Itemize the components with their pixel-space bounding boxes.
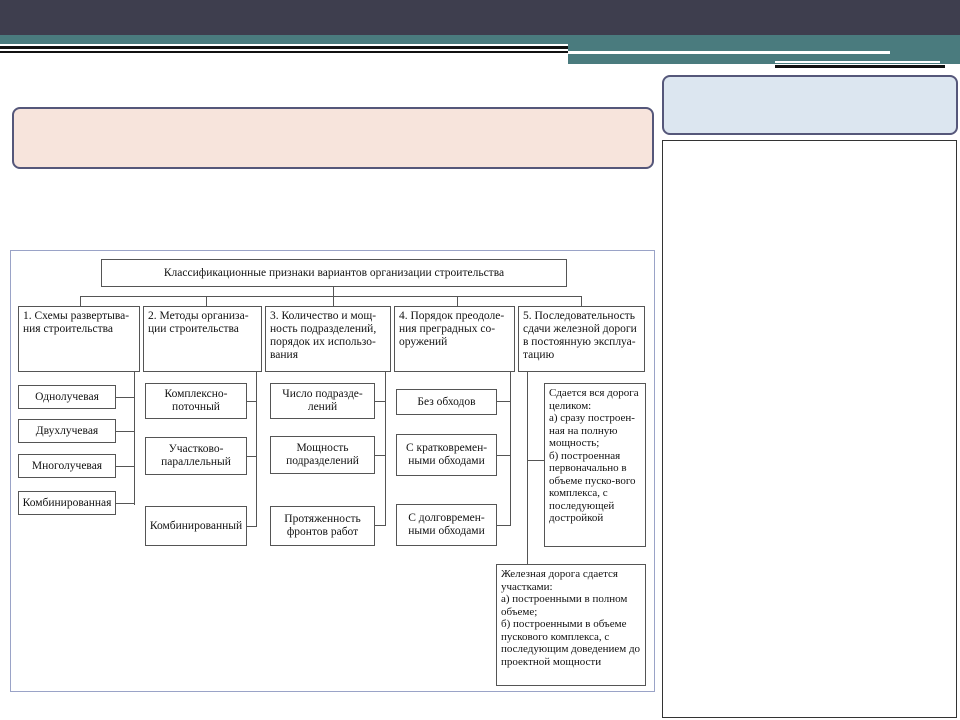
scheme-double: Двухлучевая <box>18 419 116 443</box>
connector <box>80 296 81 306</box>
connector <box>527 460 544 461</box>
accent-stripe <box>0 35 960 44</box>
diagram-root: Классификационные признаки вариантов организации строительства <box>101 259 567 287</box>
connector <box>375 455 385 456</box>
connector <box>134 372 135 505</box>
connector <box>510 372 511 526</box>
work-front-length: Протяженность фронтов работ <box>270 506 375 546</box>
connector <box>247 401 256 402</box>
connector <box>247 526 256 527</box>
category-1: 1. Схемы развертыва-ния строительства <box>18 306 140 372</box>
connector <box>116 466 134 467</box>
barrier-short-bypass: С кратковремен-ными обходами <box>396 434 497 476</box>
barrier-long-bypass: С долговремен-ными обходами <box>396 504 497 546</box>
category-5: 5. Последовательность сдачи железной дороги в постоянную эксплуа-тацию <box>518 306 645 372</box>
method-complex-flow: Комплексно-поточный <box>145 383 247 419</box>
side-header-placeholder <box>662 75 958 135</box>
barrier-no-bypass: Без обходов <box>396 389 497 415</box>
connector <box>527 372 528 564</box>
connector <box>206 296 207 306</box>
accent-rule-right-2 <box>775 61 940 63</box>
connector <box>375 401 385 402</box>
delivery-whole-road: Сдается вся дорога целиком: а) сразу построен-ная на полную мощность; б) построенная первоначально в объеме пуско-вого комплекса, с последующей достройкой <box>544 383 646 547</box>
scheme-single: Однолучевая <box>18 385 116 409</box>
method-combined: Комбинированный <box>145 506 247 546</box>
units-count: Число подразде-лений <box>270 383 375 419</box>
connector <box>80 296 582 297</box>
connector <box>256 372 257 527</box>
scheme-multi: Многолучевая <box>18 454 116 478</box>
title-placeholder <box>12 107 654 169</box>
accent-rule-left-thin <box>0 51 568 53</box>
connector <box>497 525 510 526</box>
units-power: Мощность подразделений <box>270 436 375 474</box>
accent-rule-right-3 <box>775 65 945 68</box>
connector <box>497 401 510 402</box>
accent-rule-right-1 <box>568 51 890 54</box>
connector <box>457 296 458 306</box>
method-section-parallel: Участково-параллельный <box>145 437 247 475</box>
scheme-combined: Комбинированная <box>18 491 116 515</box>
connector <box>116 431 134 432</box>
category-4: 4. Порядок преодоле-ния преградных со-оружений <box>394 306 515 372</box>
connector <box>385 372 386 526</box>
connector <box>375 525 385 526</box>
category-3: 3. Количество и мощ-ность подразделений, порядок их использо-вания <box>265 306 391 372</box>
connector <box>333 296 334 306</box>
accent-rule-left <box>0 46 568 49</box>
connector <box>581 296 582 306</box>
category-2: 2. Методы организа-ции строительства <box>143 306 262 372</box>
connector <box>497 455 510 456</box>
connector <box>116 397 134 398</box>
connector <box>247 456 256 457</box>
connector <box>116 503 134 504</box>
connector <box>333 287 334 296</box>
side-text-panel <box>662 140 957 718</box>
top-bar <box>0 0 960 35</box>
delivery-by-sections: Железная дорога сдается участками: а) построенными в полном объеме; б) построенными в объеме пускового комплекса, с последующим доведением до проектной мощности <box>496 564 646 686</box>
